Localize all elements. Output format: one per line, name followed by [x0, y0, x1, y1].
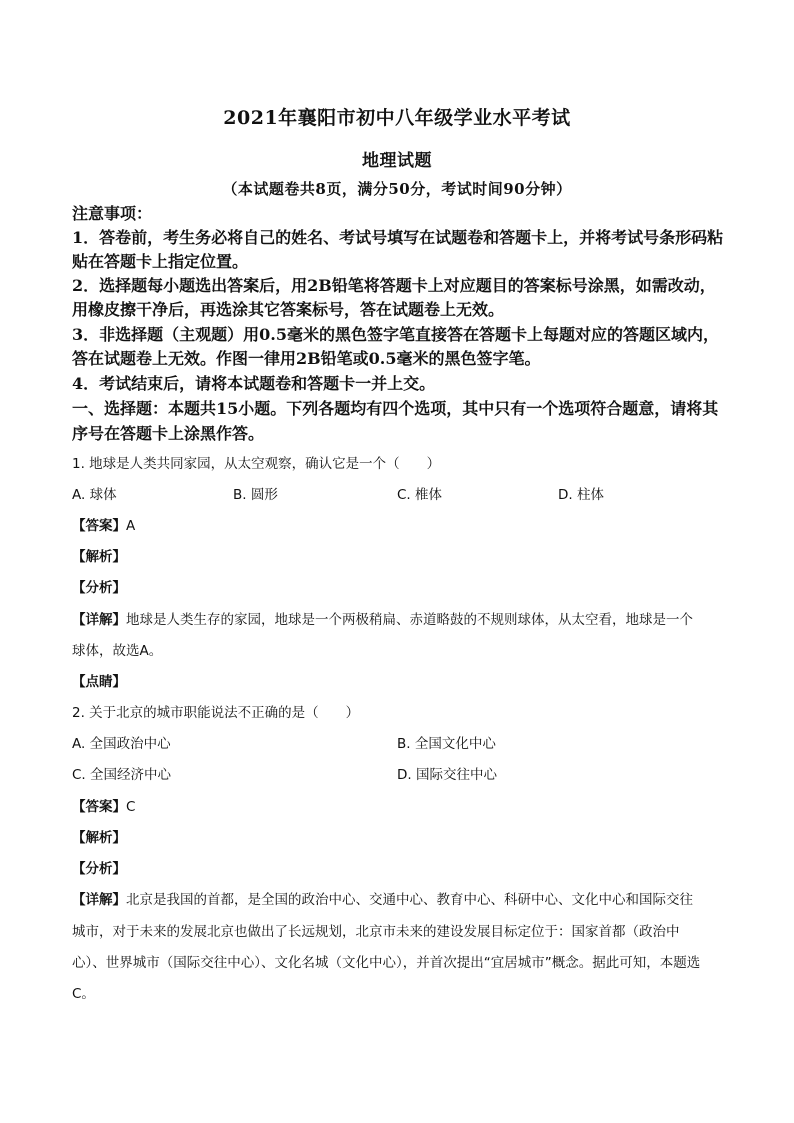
answer-tag: 【答案】 — [72, 518, 126, 534]
section-heading: 一、选择题：本题共15小题。下列各题均有四个选项，其中只有一个选项符合题意，请将其 — [72, 399, 719, 418]
notice-line: 贴在答题卡上指定位置。 — [72, 252, 249, 271]
q1-answer — [72, 516, 135, 536]
question-1-stem: 1. 地球是人类共同家园，从太空观察，确认它是一个（ ） — [72, 456, 441, 472]
question-2-stem: 2. 关于北京的城市职能说法不正确的是（ ） — [72, 705, 360, 721]
analysis-tag: 【解析】 — [72, 830, 126, 846]
detail-tag: 【详解】 — [72, 892, 126, 908]
q2-detail-line: 心）、世界城市（国际交往中心）、文化名城（文化中心），并首次提出“宜居城市”概念。据此可知，本题选 — [72, 955, 701, 971]
q2-answer — [72, 797, 135, 817]
q1-option-b: B. 圆形 — [233, 487, 278, 503]
q2-detail-line: 城市，对于未来的发展北京也做出了长远规划，北京市未来的建设发展目标定位于：国家首都（政治中 — [72, 924, 680, 940]
detail-text: 地球是人类生存的家园，地球是一个两极稍扁、赤道略鼓的不规则球体，从太空看，地球是一个 — [126, 612, 693, 628]
analysis-tag: 【解析】 — [72, 549, 126, 565]
exam-title: 2021年襄阳市初中八年级学业水平考试 — [223, 107, 571, 129]
notice-line: 用橡皮擦干净后，再选涂其它答案标号，答在试题卷上无效。 — [72, 300, 505, 319]
notice-line: 答在试题卷上无效。作图一律用2B铅笔或0.5毫米的黑色签字笔。 — [72, 349, 541, 368]
detail-text: 北京是我国的首都，是全国的政治中心、交通中心、教育中心、科研中心、文化中心和国际交往 — [126, 892, 693, 908]
q2-fenxi — [72, 859, 126, 879]
exam-info: （本试题卷共8页，满分50分，考试时间90分钟） — [222, 180, 572, 198]
q2-option-c: C. 全国经济中心 — [72, 767, 172, 783]
answer-value: C — [126, 799, 136, 815]
dianjing-tag: 【点睛】 — [72, 674, 126, 690]
notice-heading: 注意事项： — [72, 204, 153, 223]
answer-tag: 【答案】 — [72, 799, 126, 815]
subject-title: 地理试题 — [362, 151, 432, 171]
fenxi-tag: 【分析】 — [72, 580, 126, 596]
q2-option-d: D. 国际交往中心 — [397, 767, 497, 783]
section-heading: 序号在答题卡上涂黑作答。 — [72, 424, 265, 443]
notice-line: 3．非选择题（主观题）用0.5毫米的黑色签字笔直接答在答题卡上每题对应的答题区域内， — [72, 325, 719, 344]
answer-value: A — [126, 518, 136, 534]
q1-fenxi — [72, 578, 126, 598]
detail-tag: 【详解】 — [72, 612, 126, 628]
q1-detail-line: 球体，故选A。 — [72, 643, 163, 659]
q2-analysis — [72, 828, 126, 848]
q1-detail-line — [72, 610, 732, 630]
fenxi-tag: 【分析】 — [72, 861, 126, 877]
notice-line: 1．答卷前，考生务必将自己的姓名、考试号填写在试题卷和答题卡上，并将考试号条形码粘 — [72, 228, 724, 247]
q2-detail-line — [72, 890, 732, 910]
q1-dianjing — [72, 672, 126, 692]
q1-option-a: A. 球体 — [72, 487, 117, 503]
notice-line: 2．选择题每小题选出答案后，用2B铅笔将答题卡上对应题目的答案标号涂黑，如需改动， — [72, 276, 716, 295]
q2-detail-line: C。 — [72, 986, 95, 1002]
q2-option-a: A. 全国政治中心 — [72, 736, 171, 752]
q1-analysis — [72, 547, 126, 567]
q1-option-d: D. 柱体 — [558, 487, 604, 503]
notice-line: 4．考试结束后，请将本试题卷和答题卡一并上交。 — [72, 374, 436, 393]
q1-option-c: C. 椎体 — [397, 487, 443, 503]
q2-option-b: B. 全国文化中心 — [397, 736, 496, 752]
